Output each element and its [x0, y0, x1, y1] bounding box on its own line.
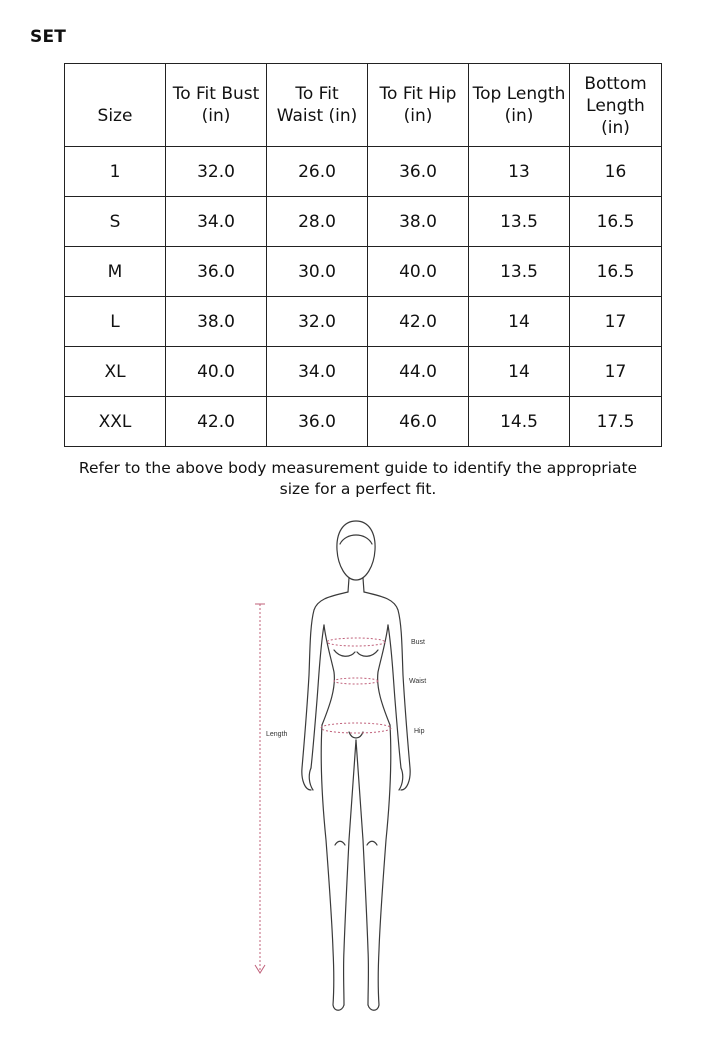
cell-size: M	[65, 247, 166, 297]
page-title: SET	[30, 27, 67, 47]
cell-hip: 36.0	[368, 147, 469, 197]
table-row	[65, 347, 662, 397]
cell-hip: 40.0	[368, 247, 469, 297]
hip-label: Hip	[414, 728, 425, 735]
cell-waist: 36.0	[267, 397, 368, 447]
cell-top-length: 13	[469, 147, 570, 197]
cell-bust: 42.0	[166, 397, 267, 447]
bust-measure-line	[327, 638, 385, 646]
cell-waist: 32.0	[267, 297, 368, 347]
cell-waist: 28.0	[267, 197, 368, 247]
cell-top-length: 13.5	[469, 197, 570, 247]
header-size	[65, 64, 166, 147]
cell-waist: 30.0	[267, 247, 368, 297]
header-text: To Fit Hip	[379, 84, 457, 104]
table-row	[65, 247, 662, 297]
header-text: (in)	[201, 106, 231, 126]
cell-waist: 26.0	[267, 147, 368, 197]
table-row	[65, 197, 662, 247]
header-text: Size	[97, 106, 133, 126]
waist-measure-line	[334, 678, 378, 684]
cell-bust: 40.0	[166, 347, 267, 397]
cell-bottom-length: 17	[570, 347, 662, 397]
measurement-guides	[260, 604, 391, 972]
cell-bottom-length: 17	[570, 297, 662, 347]
header-text: (in)	[403, 106, 433, 126]
cell-hip: 38.0	[368, 197, 469, 247]
note-line: Refer to the above body measurement guide to identify the appropriate	[78, 459, 638, 477]
cell-size: 1	[65, 147, 166, 197]
header-text: Length	[586, 96, 645, 116]
table-header-row	[65, 64, 662, 147]
header-waist	[267, 64, 368, 147]
cell-waist: 34.0	[267, 347, 368, 397]
cell-size: L	[65, 297, 166, 347]
bust-label: Bust	[411, 639, 426, 646]
length-label: Length	[266, 731, 288, 738]
header-bust	[166, 64, 267, 147]
cell-bottom-length: 16.5	[570, 247, 662, 297]
cell-top-length: 14	[469, 297, 570, 347]
note-line: size for a perfect fit.	[279, 480, 437, 498]
cell-bottom-length: 16.5	[570, 197, 662, 247]
header-text: Waist (in)	[276, 106, 358, 126]
waist-label: Waist	[409, 678, 427, 685]
cell-top-length: 13.5	[469, 247, 570, 297]
header-text: To Fit Bust	[172, 84, 260, 104]
header-text: Top Length	[472, 84, 566, 104]
cell-hip: 42.0	[368, 297, 469, 347]
header-text: (in)	[504, 106, 534, 126]
header-top-length	[469, 64, 570, 147]
hip-measure-line	[321, 723, 391, 733]
header-text: (in)	[601, 118, 630, 138]
body-outline	[302, 521, 410, 1010]
size-chart-table	[64, 63, 662, 447]
header-hip	[368, 64, 469, 147]
cell-size: XXL	[65, 397, 166, 447]
cell-hip: 44.0	[368, 347, 469, 397]
cell-size: S	[65, 197, 166, 247]
cell-size: XL	[65, 347, 166, 397]
table-row	[65, 397, 662, 447]
cell-bust: 38.0	[166, 297, 267, 347]
cell-bottom-length: 16	[570, 147, 662, 197]
header-bottom-length	[570, 64, 662, 147]
table-row	[65, 147, 662, 197]
cell-bust: 34.0	[166, 197, 267, 247]
cell-top-length: 14	[469, 347, 570, 397]
cell-bust: 36.0	[166, 247, 267, 297]
cell-bust: 32.0	[166, 147, 267, 197]
cell-bottom-length: 17.5	[570, 397, 662, 447]
fit-guide-note	[64, 458, 652, 500]
table-row	[65, 297, 662, 347]
header-text: To Fit	[295, 84, 339, 104]
header-text: Bottom	[584, 74, 647, 94]
body-measurement-figure	[0, 500, 720, 1030]
cell-top-length: 14.5	[469, 397, 570, 447]
cell-hip: 46.0	[368, 397, 469, 447]
